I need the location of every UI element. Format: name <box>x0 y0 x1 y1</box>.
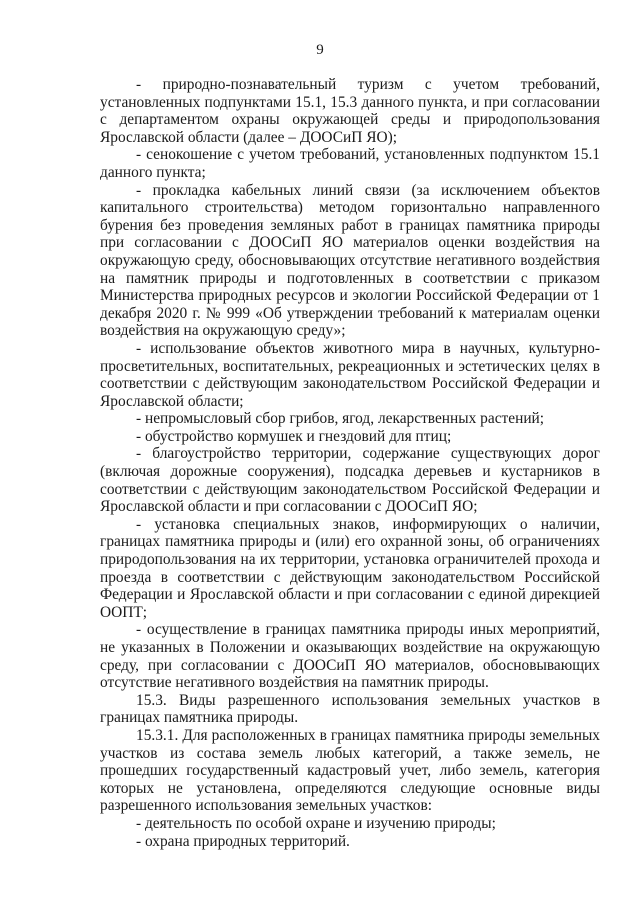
section-15-3-1: 15.3.1. Для расположенных в границах памятника природы земельных участков из состава земель любых категорий, а также земель, не прошедших государственный кадастровый учет, либо земель, категория которых не установлена, определяются следующие основные виды разрешенного использования земельных участков: <box>100 726 600 815</box>
paragraph-signage: - установка специальных знаков, информирующих о наличии, границах памятника природы и (или) его охранной зоны, об ограничениях природопользования на их территории, установка ограничителей прохода и проезда в соответствии с действующим законодательством Российской Федерации и Ярославской области и при согласовании с единой дирекцией ООПТ; <box>100 515 600 621</box>
paragraph-bird-feeders: - обустройство кормушек и гнездовий для птиц; <box>136 427 452 445</box>
paragraph-wildlife-use: - использование объектов животного мира в научных, культурно-просветительных, воспитательных, рекреационных и эстетических целях в соответствии с действующим законодательством Российской Федерации и Ярославской области; <box>100 339 600 410</box>
paragraph-landscaping: - благоустройство территории, содержание существующих дорог (включая дорожные сооружения), подсадка деревьев и кустарников в соответствии с действующим законодательством Российской Федерации и Ярославской области и при согласовании с ДООСиП ЯО; <box>100 445 600 516</box>
paragraph-gathering: - непромысловый сбор грибов, ягод, лекарственных растений; <box>136 410 545 428</box>
list-item-nature-protection: - деятельность по особой охране и изучению природы; <box>136 814 496 832</box>
document-body <box>100 76 600 850</box>
paragraph-haymaking: - сенокошение с учетом требований, установленных подпунктом 15.1 данного пункта; <box>100 146 600 181</box>
paragraph-cable-lines: - прокладка кабельных линий связи (за исключением объектов капитального строительства) методом горизонтально направленного бурения без проведения земляных работ в границах памятника природы при согласовании с ДООСиП ЯО материалов оценки воздействия на окружающую среду, обосновывающих отсутствие негативного воздействия на памятник природы и подготовленных в соответствии с приказом Министерства природных ресурсов и экологии Российской Федерации от 1 декабря 2020 г. № 999 «Об утверждении требований к материалам оценки воздействия на окружающую среду»; <box>100 181 600 340</box>
page-number: 9 <box>316 42 324 58</box>
list-item-territory-protection: - охрана природных территорий. <box>136 832 350 850</box>
section-15-3-heading: 15.3. Виды разрешенного использования земельных участков в границах памятника природы. <box>100 691 600 727</box>
paragraph-tourism: - природно-познавательный туризм с учетом требований, установленных подпунктами 15.1, 15.3 данного пункта, и при согласовании с департаментом охраны окружающей среды и природопользования Ярославской области (далее – ДООСиП ЯО); <box>100 76 600 146</box>
paragraph-other-measures: - осуществление в границах памятника природы иных мероприятий, не указанных в Положении и оказывающих воздействие на окружающую среду, при согласовании с ДООСиП ЯО материалов, обосновывающих отсутствие негативного воздействия на памятник природы. <box>100 621 600 692</box>
